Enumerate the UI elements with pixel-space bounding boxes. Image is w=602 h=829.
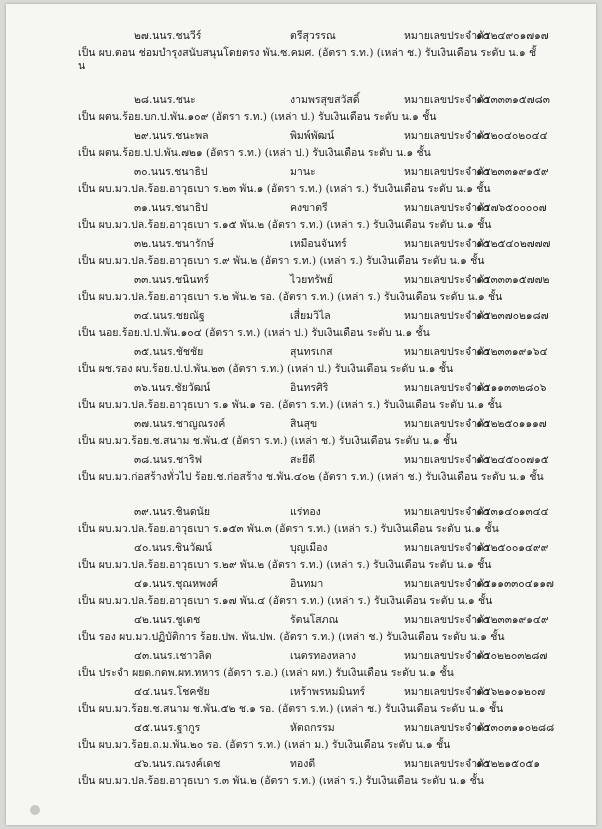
entry-name: ๒๘.นนร.ชนะ: [134, 94, 196, 106]
entry-id-number: ๑๕๒๐๔๐๒๐๔๔: [476, 130, 548, 142]
entry-detail: เป็น ผบ.มว.ปล.ร้อย.อาวุธเบา ร.๒ พัน.๒ รอ. (อัตรา ร.ท.) (เหล่า ร.) รับเงินเดือน ระดับ น.๑ ชั้น: [78, 291, 503, 303]
entry-28: [6, 94, 596, 124]
entry-surname: รัตนโสภณ: [290, 614, 339, 626]
entry-id-number: ๑๕๒๓๓๑๙๑๕๙: [476, 166, 549, 178]
entry-surname: ตรีสุวรรณ: [290, 30, 336, 42]
entry-id-number: ๑๕๒๔๙๐๑๗๑๗: [476, 30, 549, 42]
entry-id-label: หมายเลขประจำตัว: [404, 454, 490, 466]
entry-detail: เป็น ผบ.มว.ปล.ร้อย.อาวุธเบา ร.๒๓ พัน.๑ (อัตรา ร.ท.) (เหล่า ร.) รับเงินเดือน ระดับ น.๑ ชั้น: [78, 183, 491, 195]
entry-id-label: หมายเลขประจำตัว: [404, 506, 490, 518]
entry-id-label: หมายเลขประจำตัว: [404, 578, 490, 590]
entry-name: ๔๔.นนร.โชคชัย: [134, 686, 210, 698]
entry-surname: เหมือนจันทร์: [290, 238, 347, 250]
entry-id-label: หมายเลขประจำตัว: [404, 238, 490, 250]
entry-surname: อินทมา: [290, 578, 324, 590]
entry-detail: เป็น ผตน.ร้อย.บก.ป.พัน.๑๐๙ (อัตรา ร.ท.) (เหล่า ป.) รับเงินเดือน ระดับ น.๑ ชั้น: [78, 111, 437, 123]
entry-id-number: ๑๕๒๒๕๐๑๑๑๗: [476, 418, 547, 430]
entry-detail: เป็น ผบ.มว.ร้อย.ถ.ม.พัน.๒๐ รอ. (อัตรา ร.ท.) (เหล่า ม.) รับเงินเดือน ระดับ น.๑ ชั้น: [78, 739, 451, 751]
entry-id-label: หมายเลขประจำตัว: [404, 758, 490, 770]
entry-name: ๓๔.นนร.ชยณัฐ: [134, 310, 205, 322]
entry-surname: พิมพ์พัฒน์: [290, 130, 335, 142]
entry-detail: เป็น ผบ.มว.ก่อสร้างทั่วไป ร้อย.ช.ก่อสร้าง ช.พัน.๔๐๒ (อัตรา ร.ท.) (เหล่า ช.) รับเงินเดือน ระดับ น.๑ ชั้น: [78, 471, 544, 483]
entry-id-number: ๑๕๓๓๓๑๕๗๘๓: [476, 94, 550, 106]
entry-surname: แร่ทอง: [290, 506, 321, 518]
entry-name: ๓๓.นนร.ชนินทร์: [134, 274, 210, 286]
entry-id-number: ๑๕๒๕๔๐๒๗๗๗: [476, 238, 551, 250]
entry-detail: เป็น นอย.ร้อย.ป.ป.พัน.๑๐๔ (อัตรา ร.ท.) (เหล่า ป.) รับเงินเดือน ระดับ น.๑ ชั้น: [78, 327, 430, 339]
entry-name: ๓๑.นนร.ชนาธิป: [134, 202, 208, 214]
entry-detail: เป็น ผบ.มว.ปล.ร้อย.อาวุธเบา ร.๑๕ พัน.๒ (อัตรา ร.ท.) (เหล่า ร.) รับเงินเดือน ระดับ น.๑ ชั้น: [78, 219, 492, 231]
entry-surname: สุนทรเกส: [290, 346, 333, 358]
entry-id-number: ๑๕๐๒๒๐๓๒๘๗: [476, 650, 548, 662]
entry-38: [6, 454, 596, 484]
entry-detail: เป็น ผบ.มว.ปล.ร้อย.อาวุธเบา ร.๑ พัน.๑ รอ. (อัตรา ร.ท.) (เหล่า ร.) รับเงินเดือน ระดับ น.๑ ชั้น: [78, 399, 502, 411]
entry-name: ๓๗.นนร.ชาญณรงค์: [134, 418, 226, 430]
punch-hole-mark: [30, 805, 40, 815]
entry-id-label: หมายเลขประจำตัว: [404, 346, 490, 358]
entry-name: ๒๗.นนร.ชนวีร์: [134, 30, 202, 42]
entry-surname: งามพรสุขสวัสดิ์: [290, 94, 360, 106]
entry-32: [6, 238, 596, 268]
entry-id-number: ๑๕๓๑๔๐๑๓๔๔: [476, 506, 549, 518]
entry-surname: เนตรทองหลาง: [290, 650, 356, 662]
entry-id-number: ๑๕๒๕๐๐๑๔๙๙: [476, 542, 549, 554]
entry-id-label: หมายเลขประจำตัว: [404, 686, 490, 698]
entry-id-label: หมายเลขประจำตัว: [404, 202, 490, 214]
entry-35: [6, 346, 596, 376]
entry-id-number: ๑๕๓๓๓๑๕๗๗๒: [476, 274, 550, 286]
entry-id-label: หมายเลขประจำตัว: [404, 130, 490, 142]
entry-id-label: หมายเลขประจำตัว: [404, 614, 490, 626]
entry-detail: เป็น ผบ.มว.ปล.ร้อย.อาวุธเบา ร.๒๙ พัน.๒ (อัตรา ร.ท.) (เหล่า ร.) รับเงินเดือน ระดับ น.๑ ชั้น: [78, 559, 492, 571]
entry-name: ๔๐.นนร.ชินวัฒน์: [134, 542, 212, 554]
entry-37: [6, 418, 596, 448]
entry-surname: มานะ: [290, 166, 316, 178]
document-page: [6, 4, 596, 825]
entry-id-number: ๑๕๑๑๓๓๐๔๑๑๗: [476, 578, 554, 590]
entry-id-label: หมายเลขประจำตัว: [404, 30, 490, 42]
entry-id-number: ๑๕๗๖๕๐๐๐๐๗: [476, 202, 547, 214]
entry-detail: เป็น ผบ.มว.ปล.ร้อย.อาวุธเบา ร.๙ พัน.๒ (อัตรา ร.ท.) (เหล่า ร.) รับเงินเดือน ระดับ น.๑ ชั้น: [78, 255, 485, 267]
entry-27: [6, 30, 596, 73]
entry-id-number: ๑๕๒๔๕๐๐๗๑๕: [476, 454, 549, 466]
entry-name: ๓๘.นนร.ชาริฟ: [134, 454, 203, 466]
entry-id-label: หมายเลขประจำตัว: [404, 722, 490, 734]
entry-29: [6, 130, 596, 160]
entry-name: ๒๙.นนร.ชนะพล: [134, 130, 209, 142]
entry-id-number: ๑๕๑๑๓๓๒๘๐๖: [476, 382, 547, 394]
entry-id-label: หมายเลขประจำตัว: [404, 418, 490, 430]
entry-33: [6, 274, 596, 304]
entry-34: [6, 310, 596, 340]
entry-name: ๔๕.นนร.ฐากูร: [134, 722, 201, 734]
entry-id-number: ๑๕๒๓๓๑๙๑๔๙: [476, 614, 549, 626]
entry-30: [6, 166, 596, 196]
entry-46: [6, 758, 596, 788]
entry-surname: คงขาตรี: [290, 202, 328, 214]
entry-detail: เป็น ผตน.ร้อย.ป.ป.พัน.๗๒๑ (อัตรา ร.ท.) (เหล่า ป.) รับเงินเดือน ระดับ น.๑ ชั้น: [78, 147, 431, 159]
entry-id-number: ๑๕๓๐๓๑๑๐๒๘๘: [476, 722, 555, 734]
entry-surname: อินทรศิริ: [290, 382, 329, 394]
entry-surname: บุญเมือง: [290, 542, 328, 554]
entry-45: [6, 722, 596, 752]
entry-name: ๔๒.นนร.ชูเดช: [134, 614, 201, 626]
entry-id-number: ๑๕๒๒๑๕๐๕๑: [476, 758, 541, 770]
entry-id-label: หมายเลขประจำตัว: [404, 382, 490, 394]
entry-surname: สินสุข: [290, 418, 318, 430]
entry-detail: เป็น ผบ.มว.ปล.ร้อย.อาวุธเบา ร.๑๗ พัน.๔ (อัตรา ร.ท.) (เหล่า ร.) รับเงินเดือน ระดับ น.๑ ชั้น: [78, 595, 493, 607]
entry-id-label: หมายเลขประจำตัว: [404, 310, 490, 322]
entry-detail: เป็น รอง ผบ.มว.ปฏิบัติการ ร้อย.ปพ. พัน.ปพ. (อัตรา ร.ท.) (เหล่า ช.) รับเงินเดือน ระดับ น.๑ ชั้น: [78, 631, 505, 643]
entry-surname: ทองดี: [290, 758, 316, 770]
entry-44: [6, 686, 596, 716]
entry-name: ๓๕.นนร.ชัชชัย: [134, 346, 204, 358]
entry-detail: เป็น ผบ.ตอน ช่อมบำรุงสนับสนุนโดยตรง พัน.ซ.คมศ. (อัตรา ร.ท.) (เหล่า ช.) รับเงินเดือน ระดับ น.๑ ชั้น: [78, 47, 537, 72]
entry-id-number: ๑๕๒๓๗๐๒๑๘๗: [476, 310, 549, 322]
entry-name: ๓๙.นนร.ชินดนัย: [134, 506, 210, 518]
entry-name: ๔๖.นนร.ณรงค์เดช: [134, 758, 221, 770]
entry-surname: เหร้าพรหมมินทร์: [290, 686, 366, 698]
entry-31: [6, 202, 596, 232]
entry-detail: เป็น ผบ.มว.ปล.ร้อย.อาวุธเบา ร.๑๕๓ พัน.๓ (อัตรา ร.ท.) (เหล่า ร.) รับเงินเดือน ระดับ น.๑ ชั้น: [78, 523, 499, 535]
entry-name: ๓๖.นนร.ชัยวัฒน์: [134, 382, 211, 394]
entry-surname: สะยีดี: [290, 454, 316, 466]
entry-detail: เป็น ผบ.มว.ร้อย.ช.สนาม ช.พัน.๕๒ ช.๑ รอ. (อัตรา ร.ท.) (เหล่า ช.) รับเงินเดือน ระดับ น.๑ ชั้น: [78, 703, 504, 715]
entry-id-label: หมายเลขประจำตัว: [404, 166, 490, 178]
entry-id-label: หมายเลขประจำตัว: [404, 542, 490, 554]
entry-surname: เสี่ยมวิไล: [290, 310, 331, 322]
entry-surname: ไวยทรัพย์: [290, 274, 333, 286]
entry-41: [6, 578, 596, 608]
entry-id-label: หมายเลขประจำตัว: [404, 274, 490, 286]
entry-name: ๓๒.นนร.ชนารักษ์: [134, 238, 214, 250]
entry-id-label: หมายเลขประจำตัว: [404, 650, 490, 662]
entry-id-label: หมายเลขประจำตัว: [404, 94, 490, 106]
entry-name: ๔๓.นนร.เชาวลิต: [134, 650, 212, 662]
entry-detail: เป็น ประจำ ผยด.กดพ.ผท.ทหาร (อัตรา ร.อ.) (เหล่า ผท.) รับเงินเดือน ระดับ น.๑ ชั้น: [78, 667, 454, 679]
entry-name: ๓๐.นนร.ชนาธิป: [134, 166, 208, 178]
entry-42: [6, 614, 596, 644]
entry-36: [6, 382, 596, 412]
entry-detail: เป็น ผบ.มว.ร้อย.ช.สนาม ช.พัน.๕ (อัตรา ร.ท.) (เหล่า ช.) รับเงินเดือน ระดับ น.๑ ชั้น: [78, 435, 458, 447]
entry-39: [6, 506, 596, 536]
entry-40: [6, 542, 596, 572]
entry-detail: เป็น ผช.รอง ผบ.ร้อย.ป.ป.พัน.๒๓ (อัตรา ร.ท.) (เหล่า ป.) รับเงินเดือน ระดับ น.๑ ชั้น: [78, 363, 454, 375]
entry-name: ๔๑.นนร.ชุณหพงศ์: [134, 578, 218, 590]
entry-id-number: ๑๕๖๒๑๐๑๒๐๗: [476, 686, 546, 698]
entry-43: [6, 650, 596, 680]
entry-detail: เป็น ผบ.มว.ปล.ร้อย.อาวุธเบา ร.๓ พัน.๒ (อัตรา ร.ท.) (เหล่า ร.) รับเงินเดือน ระดับ น.๑ ชั้น: [78, 775, 484, 787]
entry-id-number: ๑๕๒๓๓๑๙๑๖๔: [476, 346, 548, 358]
entry-surname: หัตถกรรม: [290, 722, 335, 734]
